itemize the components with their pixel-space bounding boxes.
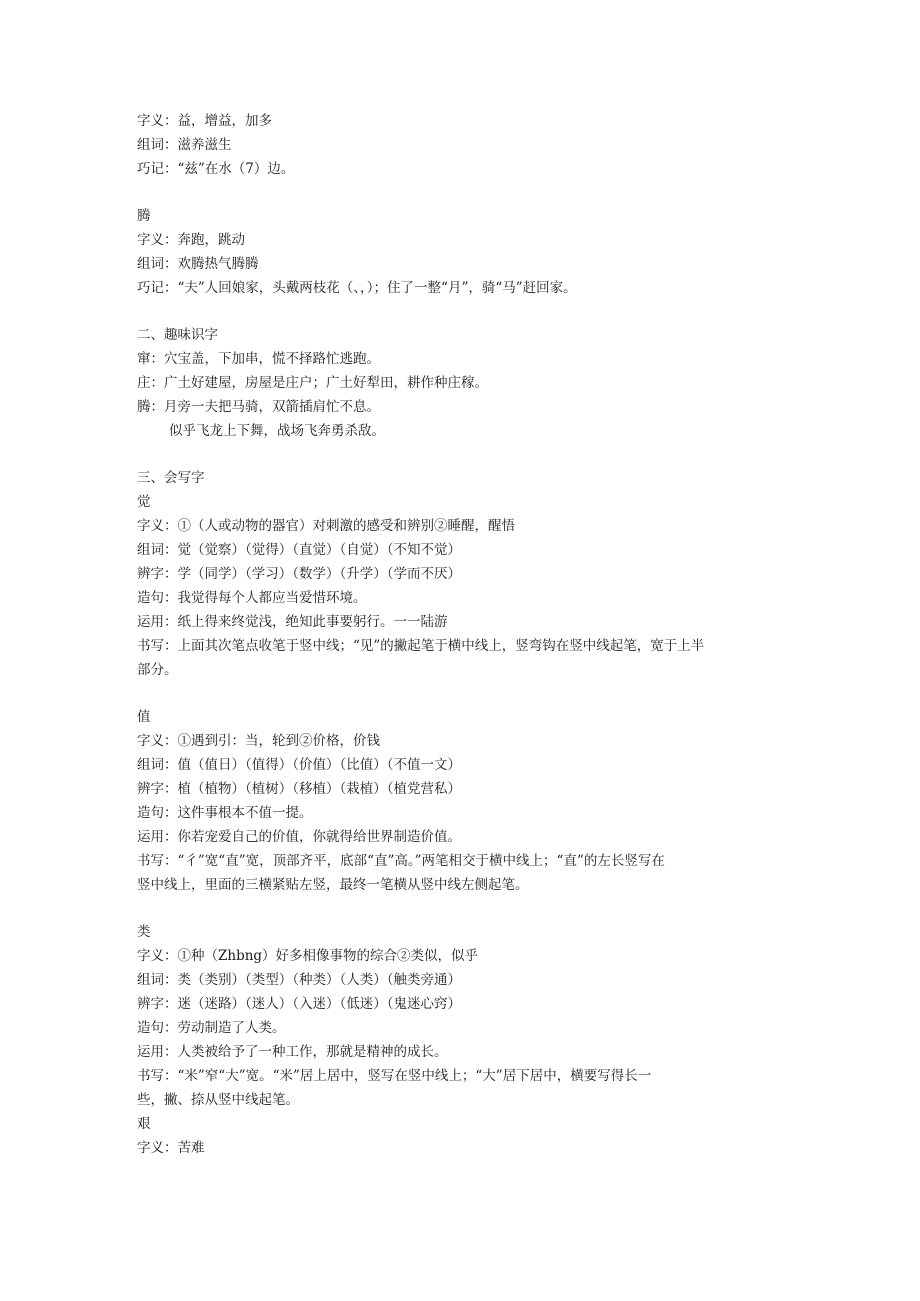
lei-distinguish: 辨字：迷（迷路）（迷人）（入迷）（低迷）（鬼迷心窍） xyxy=(137,996,461,1012)
teng-meaning: 字义：奔跑，跳动 xyxy=(137,232,245,248)
zhi-meaning: 字义：①遇到引：当，轮到②价格，价钱 xyxy=(137,733,380,749)
document-page xyxy=(137,109,787,1160)
fun-line-2: 庄：广土好建屋，房屋是庄户；广土好犁田，耕作种庄稼。 xyxy=(137,375,488,391)
zhi-words: 组词：值（值日）（值得）（价值）（比值）（不值一文） xyxy=(137,757,461,773)
zi-words: 组词：滋养滋生 xyxy=(137,137,232,153)
fun-line-3: 腾：月旁一夫把马骑，双箭插肩忙不息。 xyxy=(137,399,380,415)
jue-usage: 运用：纸上得来终觉浅，绝知此事要躬行。一一陆游 xyxy=(137,614,448,630)
jue-meaning: 字义：①（人或动物的器官）对刺激的感受和辨别②睡醒，醒悟 xyxy=(137,518,515,534)
zhi-char: 值 xyxy=(137,709,151,725)
fun-line-1: 窜：穴宝盖，下加串，慌不择路忙逃跑。 xyxy=(137,351,380,367)
jian-char: 艰 xyxy=(137,1116,151,1132)
fun-heading: 二、趣味识字 xyxy=(137,327,218,343)
lei-writing-2: 些，撇、捺从竖中线起笔。 xyxy=(137,1092,299,1108)
lei-sentence: 造句：劳动制造了人类。 xyxy=(137,1020,286,1036)
zhi-usage: 运用：你若宠爱自己的价值，你就得给世界制造价值。 xyxy=(137,829,461,845)
jue-sentence: 造句：我觉得每个人都应当爱惜环境。 xyxy=(137,590,367,606)
teng-char: 腾 xyxy=(137,208,151,224)
zhi-sentence: 造句：这件事根本不值一提。 xyxy=(137,805,313,821)
zhi-writing-1: 书写：“彳”宽“直”宽，顶部齐平，底部“直”高。”两笔相交于横中线上；“直”的左长竖写在 xyxy=(137,853,665,869)
lei-meaning: 字义：①种（Zhbng）好多相像事物的综合②类似，似乎 xyxy=(137,948,479,964)
jue-writing-1: 书写：上面其次笔点收笔于竖中线；“见”的撇起笔于横中线上，竖弯钩在竖中线起笔，宽于上半 xyxy=(137,638,705,654)
jue-distinguish: 辨字：学（同学）（学习）（数学）（升学）（学而不厌） xyxy=(137,566,461,582)
zi-meaning: 字义：益，增益，加多 xyxy=(137,113,272,129)
teng-memo: 巧记：“夫”人回娘家，头戴两枝花（、，）；住了一整“月”，骑“马”赶回家。 xyxy=(137,280,577,296)
write-heading: 三、会写字 xyxy=(137,470,205,486)
lei-usage: 运用：人类被给予了一种工作，那就是精神的成长。 xyxy=(137,1044,448,1060)
teng-words: 组词：欢腾热气腾腾 xyxy=(137,256,259,272)
jue-writing-2: 部分。 xyxy=(137,662,178,678)
jian-meaning: 字义：苦难 xyxy=(137,1140,205,1156)
fun-line-4: 似乎飞龙上下舞，战场飞奔勇杀敌。 xyxy=(169,423,385,439)
lei-char: 类 xyxy=(137,924,151,940)
zhi-distinguish: 辨字：植（植物）（植树）（移植）（栽植）（植党营私） xyxy=(137,781,461,797)
zi-memo: 巧记：“兹”在水（7）边。 xyxy=(137,161,295,177)
jue-words: 组词：觉（觉察）（觉得）（直觉）（自觉）（不知不觉） xyxy=(137,542,461,558)
jue-char: 觉 xyxy=(137,494,151,510)
lei-words: 组词：类（类别）（类型）（种类）（人类）（触类旁通） xyxy=(137,972,461,988)
zhi-writing-2: 竖中线上，里面的三横紧贴左竖，最终一笔横从竖中线左侧起笔。 xyxy=(137,877,529,893)
lei-writing-1: 书写：“米”窄“大”宽。“米”居上居中，竖写在竖中线上；“大”居下居中，横要写得长一 xyxy=(137,1068,652,1084)
